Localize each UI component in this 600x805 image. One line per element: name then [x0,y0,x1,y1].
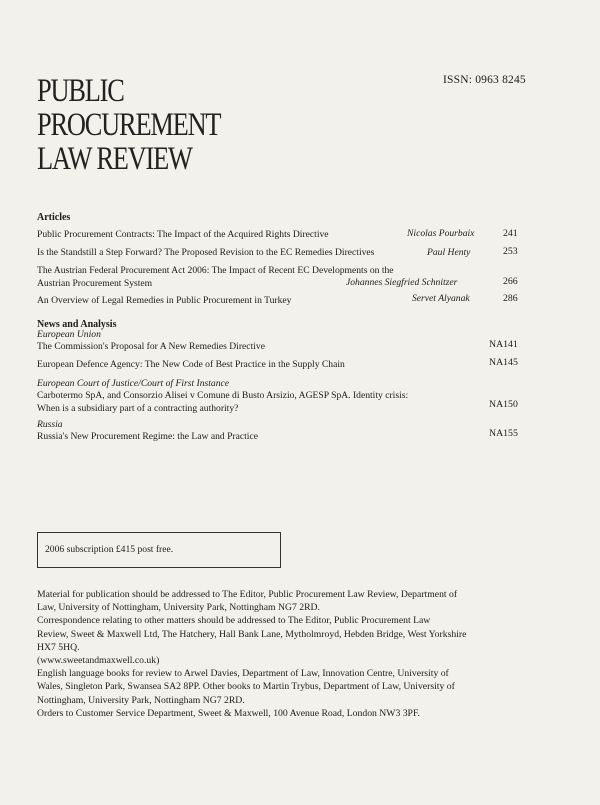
news-title: Carbotermo SpA, and Consorzio Alisei v Comune di Busto Arsizio, AGESP SpA. Identity crisis: [37,390,409,401]
article-author: Servet Alyanak [412,293,470,304]
footer-line: Material for publication should be addressed to The Editor, Public Procurement Law Review, Department of [37,589,458,600]
article-page: 266 [503,276,518,287]
article-page: 241 [503,228,518,239]
subscription-box [37,532,281,568]
article-title: Is the Standstill a Step Forward? The Proposed Revision to the EC Remedies Directives [37,247,375,258]
footer-line: Law, University of Nottingham, University Park, Nottingham NG7 2RD. [37,602,320,614]
footer-line: Correspondence relating to other matters should be addressed to The Editor, Public Procurement Law [37,615,431,627]
news-page: NA145 [489,357,518,368]
footer-line: Nottingham, University Park, Nottingham NG7 2RD. [37,694,245,706]
news-title: The Commission's Proposal for A New Remedies Directive [37,341,265,352]
footer-line: Orders to Customer Service Department, Sweet & Maxwell, 100 Avenue Road, London NW3 3PF. [37,707,420,719]
article-page: 286 [503,293,518,304]
footer-line: HX7 5HQ. [37,641,80,653]
news-title: Russia's New Procurement Regime: the Law and Practice [37,431,258,442]
article-title: The Austrian Federal Procurement Act 2006: The Impact of Recent EC Developments on the [37,265,394,276]
article-author: Nicolas Pourbaix [407,228,475,239]
news-page: NA155 [489,428,518,439]
masthead-line-3: LAW REVIEW [37,141,192,177]
news-category: European Union [37,329,101,340]
news-page: NA150 [489,399,518,410]
news-title-cont: When is a subsidiary part of a contracting authority? [37,403,239,414]
article-author: Paul Henty [427,247,471,258]
article-author: Johannes Siegfried Schnitzer [346,277,458,288]
news-page: NA141 [489,339,518,350]
footer-line: Wales, Singleton Park, Swansea SA2 8PP. Other books to Martin Trybus, Department of Law, University of [37,681,455,693]
masthead-line-1: PUBLIC [37,73,124,109]
article-page: 253 [503,246,518,257]
article-title: An Overview of Legal Remedies in Public Procurement in Turkey [37,295,292,306]
correspondence-info [37,588,557,720]
footer-line: English language books for review to Arwel Davies, Department of Law, Innovation Centre, University of [37,668,449,680]
news-heading: News and Analysis [37,319,117,330]
issn: ISSN: 0963 8245 [443,74,526,86]
footer-line: Review, Sweet & Maxwell Ltd, The Hatchery, Hall Bank Lane, Mytholmroyd, Hebden Bridge, West Yorkshire [37,628,467,640]
footer-line: (www.sweetandmaxwell.co.uk) [37,655,160,667]
subscription-text: 2006 subscription £415 post free. [45,544,174,555]
articles-heading: Articles [37,212,71,223]
article-title-cont: Austrian Procurement System [37,278,153,289]
article-title: Public Procurement Contracts: The Impact of the Acquired Rights Directive [37,229,329,240]
news-category: European Court of Justice/Court of First Instance [37,378,230,389]
journal-masthead [37,74,267,176]
news-title: European Defence Agency: The New Code of Best Practice in the Supply Chain [37,359,345,370]
masthead-line-2: PROCUREMENT [37,107,221,143]
news-category: Russia [37,419,63,430]
